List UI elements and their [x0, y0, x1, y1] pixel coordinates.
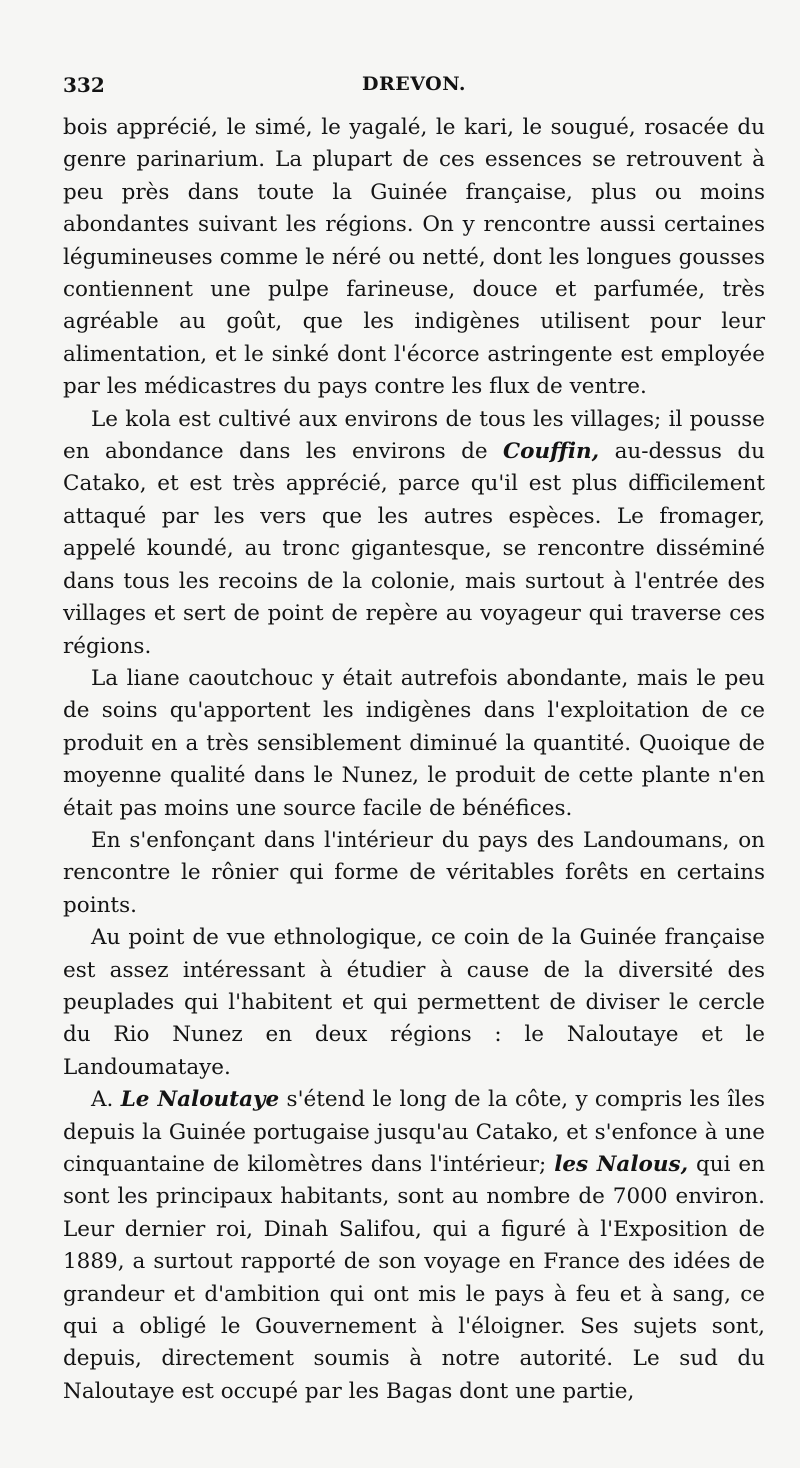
paragraph-3: La liane caoutchouc y était autrefois abondante, mais le peu de soins qu'apportent les indigènes dans l'exploitation de ce produit en a très sensiblement diminué la quantité. Quoique de moyenne qualité dans le Nunez, le produit de cette plante n'en était pas moins une source facile de bénéfices. [63, 665, 765, 821]
place-name-couffin: Couffin, [503, 439, 600, 465]
people-name-nalous: les Nalous, [554, 1152, 689, 1177]
paragraph-2-text-b: au-dessus du Catako, et est très apprécié, parce qu'il est plus difficilement attaqué par les vers que les autres espèces. Le fromager, appelé koundé, au tronc gigantesque, se rencontre disséminé dans tous les recoins de la colonie, mais surtout à l'entrée des villages et sert de point de repère au voyageur qui traverse ces régions. [63, 439, 765, 659]
paragraph-4: En s'enfonçant dans l'intérieur du pays des Landoumans, on rencontre le rônier qui forme de véritables forêts en certains points. [63, 827, 765, 918]
paragraph-1: bois apprécié, le simé, le yagalé, le kari, le sougué, rosacée du genre parinarium. La plupart de ces essences se retrouvent à peu près dans toute la Guinée française, plus ou moins abondantes suivant les régions. On y rencontre aussi certaines légumineuses comme le néré ou netté, dont les longues gousses contiennent une pulpe farineuse, douce et parfumée, très agréable au goût, que les indigènes utilisent pour leur alimentation, et le sinké dont l'écorce astringente est employée par les médicastres du pays contre les flux de ventre. [63, 115, 765, 400]
running-title: DREVON. [362, 73, 466, 95]
page-number: 332 [63, 73, 105, 97]
paragraph-6 [63, 1084, 765, 1408]
section-letter: A. [91, 1087, 121, 1113]
paragraph-5: Au point de vue ethnologique, ce coin de la Guinée française est assez intéressant à étudier à cause de la diversité des peuplades qui l'habitent et qui permettent de diviser le cercle du Rio Nunez en deux régions : le Naloutaye et le Landoumataye. [63, 925, 765, 1080]
paragraph-2-text-a: Le kola est cultivé aux environs de tous les villages; il pousse en abondance dans les environs de [63, 406, 765, 465]
body-text [63, 112, 765, 1408]
paragraph-6-text-c: qui en sont les principaux habitants, sont au nombre de 7000 environ. Leur dernier roi, Dinah Salifou, qui a figuré à l'Exposition de 1889, a surtout rapporté de son voyage en France des idées de grandeur et d'ambition qui ont mis le pays à feu et à sang, ce qui a obligé le Gouvernement à l'éloigner. Ses sujets sont, depuis, directement soumis à notre autorité. Le sud du Naloutaye est occupé par les Bagas dont une partie, [63, 1152, 765, 1404]
paragraph-2 [63, 404, 765, 663]
page-header [63, 73, 765, 103]
paragraph-6-text-b: s'étend le long de la côte, y compris les îles depuis la Guinée portugaise jusqu'au Catako, et s'enfonce à une cinquantaine de kilomètres dans l'intérieur; [63, 1087, 765, 1177]
region-name-naloutaye: Le Naloutaye [120, 1087, 280, 1113]
